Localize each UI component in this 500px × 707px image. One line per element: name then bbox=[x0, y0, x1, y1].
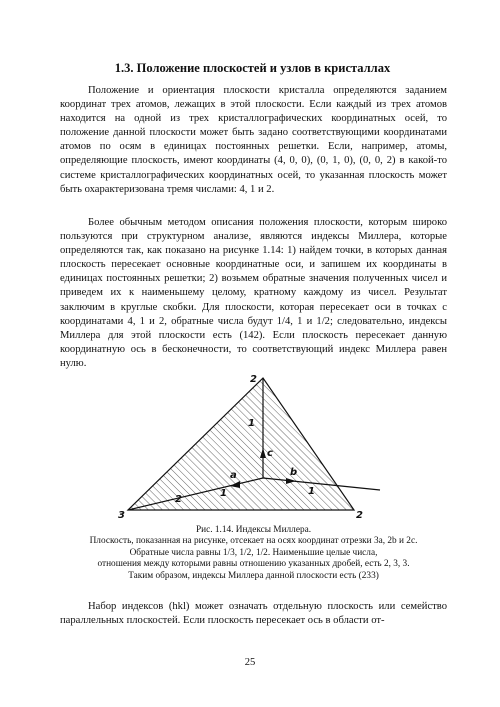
paragraph-2: Более обычным методом описания положения плоскости, которым широко пользуются при структурном анализе, являются индексы Миллера, которые определяются так, как показано на рисунке 1.14: 1) найдем точки, в которых данная плоскость пересекает основные координатные оси, и запишем их координаты в единицах постоянных решетки; 2) возьмем обратные значения полученных чисел и приведем их к наименьшему целому, кратному каждому из чисел. Результат заключим в круглые скобки. Для плоскости, которая пересекает оси в точках с координатами 4, 1 и 2, обратные числа будут 1/4, 1 и 1/2; следовательно, индексы Миллера для этой плоскости есть (142). Если плоскость пересекает данную координатную ось в бесконечности, то соответствующий индекс Миллера равен нулю. bbox=[60, 217, 447, 369]
label-b: b bbox=[290, 467, 298, 478]
miller-indices-figure bbox=[100, 370, 400, 520]
label-top: 2 bbox=[250, 374, 257, 385]
tick-label-2: 2 bbox=[175, 494, 182, 505]
label-c: c bbox=[267, 448, 273, 459]
label-a: a bbox=[230, 470, 237, 481]
paragraph-3: Набор индексов (hkl) может означать отдельную плоскость или семейство параллельных плоскостей. Если плоскость пересекает ось в области от- bbox=[60, 601, 447, 627]
label-right: 2 bbox=[356, 510, 363, 520]
tick-label-1: 1 bbox=[248, 418, 255, 429]
caption-line: отношения между которыми равны отношению указанных дробей, есть 2, 3, 3. bbox=[97, 559, 410, 570]
tick-label-3: 1 bbox=[220, 488, 227, 499]
section-heading: 1.3. Положение плоскостей и узлов в кристаллах bbox=[114, 61, 391, 75]
caption-title: Рис. 1.14. Индексы Миллера. bbox=[195, 525, 312, 535]
label-left: 3 bbox=[118, 510, 125, 520]
caption-line: Плоскость, показанная на рисунке, отсекает на осях координат отрезки 3a, 2b и 2c. bbox=[89, 536, 418, 547]
page-number: 25 bbox=[244, 657, 256, 668]
figure-caption bbox=[60, 525, 447, 582]
caption-line: Таким образом, индексы Миллера данной плоскости есть (233) bbox=[128, 570, 379, 581]
paragraph-1: Положение и ориентация плоскости кристалла определяются заданием координат трех атомов, лежащих в этой плоскости. Если каждый из трех атомов находится на одной из трех кристаллографических координатных осей, то положение данной плоскости может быть задано соответствующими координатами атомов по осям в единицах постоянных решетки. Если, например, атомы, определяющие плоскость, имеют координаты (4, 0, 0), (0, 1, 0), (0, 0, 2) в какой-то системе кристаллографических координатных осей, то указанная плоскость может быть охарактеризована тремя числами: 4, 1 и 2. bbox=[60, 85, 447, 195]
caption-line: Обратные числа равны 1/3, 1/2, 1/2. Наименьшие целые числа, bbox=[129, 547, 378, 558]
tick-label-4: 1 bbox=[308, 486, 315, 497]
plane-triangle bbox=[128, 378, 354, 510]
